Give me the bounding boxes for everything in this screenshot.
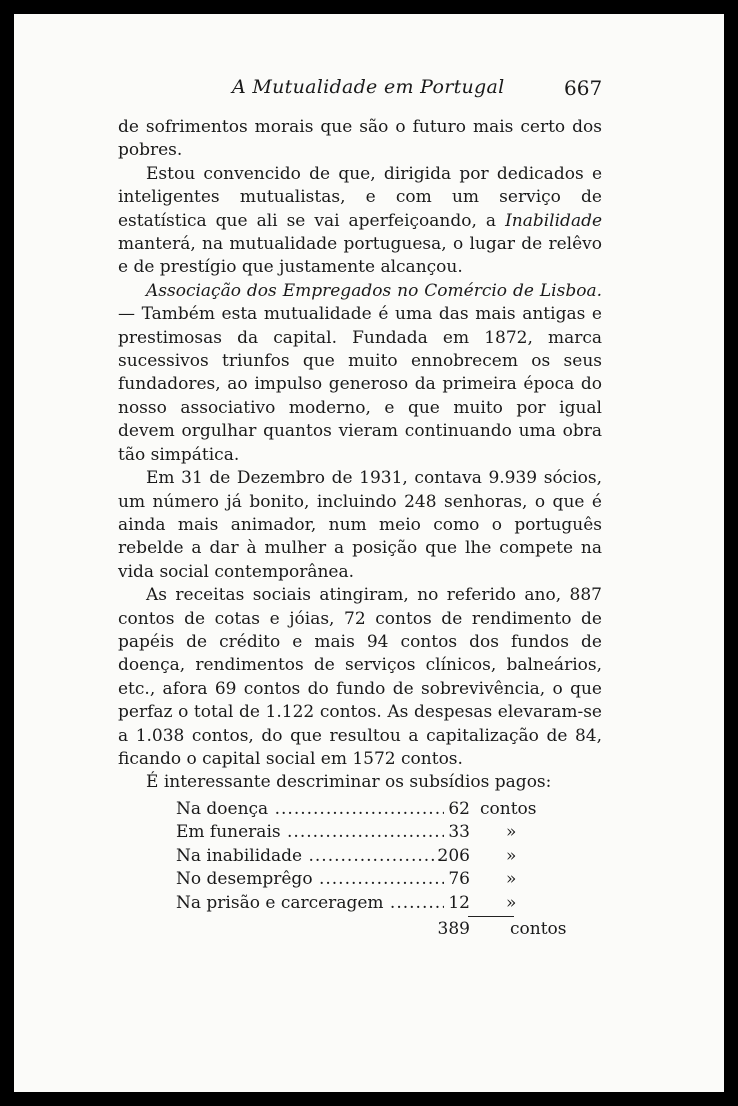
row-label: Na inabilidade ..... [176,845,444,868]
running-title: A Mutualidade em Portugal [232,76,505,98]
paragraph-6: É interessante descriminar os subsídios pagos: [146,772,552,793]
inabilidade-name: Inabilidade [505,210,603,231]
row-unit: contos [480,799,537,819]
paragraph-5: As receitas sociais atingiram, no referido ano, 887 contos de cotas e jóias, 72 contos de rendimento de papéis de crédito e mais 94 contos dos fundos de doença, rendimentos de serviços clínicos, balneários, etc., afora 69 contos do fundo de sobrevivência, o que perfaz o total de 1.122 contos. As despesas elevaram-se a 1.038 contos, do que resultou a capitalização de 84, ficando o capital social em 1572 contos. [118,585,602,769]
table-row [176,798,556,821]
total-unit: contos [510,919,567,939]
row-value: 33 [448,822,470,843]
row-value: 206 [437,845,470,866]
section-heading: Associação dos Empregados no Comércio de Lisboa. [146,280,602,301]
subsidies-table [176,798,567,939]
row-value: 76 [448,869,470,890]
total-value: 389 [437,919,470,939]
paragraph-4: Em 31 de Dezembro de 1931, contava 9.939 sócios, um número já bonito, incluindo 248 senhoras, o que é ainda mais animador, num meio como o português rebelde a dar à mulher a posição que lhe compete na vida social contemporânea. [118,468,602,582]
paragraph-1: de sofrimentos morais que são o futuro mais certo dos pobres. [118,117,602,161]
table-row [176,821,556,844]
paragraph-3-text: — Também esta mutualidade é uma das mais antigas e prestimosas da capital. Fundada em 1872, marca sucessivos triunfos que muito ennobrecem os seus fundadores, ao impulso generoso da primeira época do nosso associativo moderno, e que muito por igual devem orgulhar quantos vieram continuando uma obra tão simpática. [118,304,602,465]
row-label: Em funerais ..... [176,821,444,844]
page-number: 667 [564,76,603,100]
table-row [176,845,556,868]
sum-rule [468,916,514,917]
page-header [14,76,724,106]
table-row [176,868,556,891]
table-row [176,892,556,915]
row-label: Na prisão e carceragem ..... [176,892,444,915]
row-label: No desemprêgo ..... [176,868,444,891]
paragraph-2-end: manterá, na mutualidade portuguesa, o lugar de relêvo e de prestígio que justamente alcançou. [118,234,602,278]
body-text [118,116,602,795]
row-value: 12 [448,892,470,913]
total-row [176,918,567,941]
row-value: 62 [448,799,470,819]
book-page [14,14,724,1092]
row-unit: » [506,892,517,913]
row-unit: » [506,822,517,843]
paragraph-3 [118,280,602,467]
paragraph-2-start: Estou convencido de que, dirigida por dedicados e inteligentes mutualistas, e com um serviço de estatística que ali se vai aperfeiçoando, a [118,163,602,231]
row-unit: » [506,869,517,890]
paragraph-2 [118,163,602,280]
row-label: Na doença ..... [176,798,444,821]
row-unit: » [506,845,517,866]
